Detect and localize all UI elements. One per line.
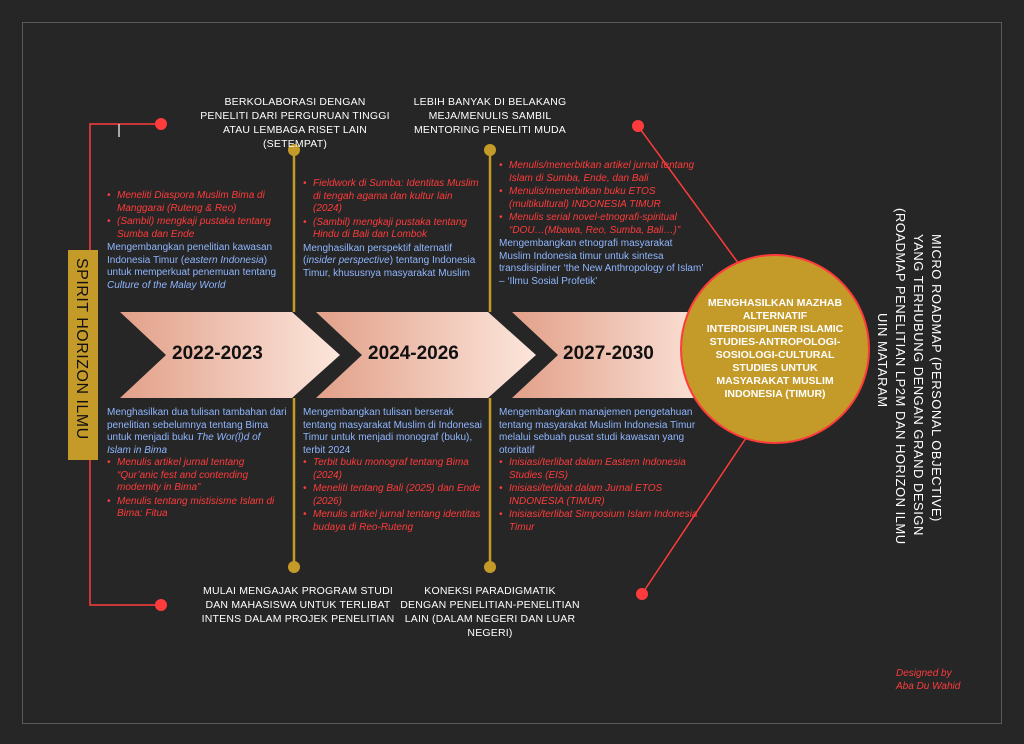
col2-bottom-bullet: • Meneliti tentang Bali (2025) dan Ende (2026) [303, 483, 483, 508]
bracket-dot-top [155, 118, 167, 130]
bracket-dot-bottom [155, 599, 167, 611]
col3-bottom-bullet: • Inisiasi/terlibat dalam Eastern Indonesia Studies (EIS) [499, 457, 704, 482]
goal-text: MENGHASILKAN MAZHAB ALTERNATIF INTERDISIPLINER ISLAMIC STUDIES-ANTROPOLOGI-SOSIOLOGI-CULTURAL STUDIES UNTUK MASYARAKAT MUSLIM INDONESIA (TIMUR) [706, 297, 844, 400]
col2-bottom-bullet: • Terbit buku monograf tentang Bima (2024) [303, 457, 483, 482]
col3-top-bullet: • Menulis serial novel-etnografi-spiritual “DOU…(Mbawa, Reo, Sumba, Bali…)” [499, 212, 704, 237]
col1-top-bullet: • Meneliti Diaspora Muslim Bima di Manggarai (Ruteng & Reo) [107, 190, 285, 215]
designer-credit [896, 667, 960, 693]
vertical-title-line-2: YANG TERHUBUNG DENGAN GRAND DESIGN [911, 234, 926, 536]
col3-top-bullet: • Menulis/menerbitkan artikel jurnal tentang Islam di Sumba, Ende, dan Bali [499, 160, 704, 185]
col3-bottom-bullet: • Inisiasi/terlibat dalam Jurnal ETOS INDONESIA (TIMUR) [499, 483, 704, 508]
col1-top-bullet: • (Sambil) mengkaji pustaka tentang Sumba dan Ende [107, 216, 285, 241]
col3-bottom-bullet: • Inisiasi/terlibat Simposium Islam Indonesia Timur [499, 509, 704, 534]
col1-top-block [107, 190, 285, 292]
caption-top-2: LEBIH BANYAK DI BELAKANG MEJA/MENULIS SAMBIL MENTORING PENELITI MUDA [413, 96, 567, 136]
col2-top-summary: Menghasilkan perspektif alternatif (insider perspective) tentang Indonesia Timur, khususnya masyarakat Muslim [303, 242, 476, 279]
col2-bottom-bullet: • Menulis artikel jurnal tentang identitas budaya di Reo-Ruteng [303, 509, 483, 534]
caption-top-1: BERKOLABORASI DENGAN PENELITI DARI PERGURUAN TINGGI ATAU LEMBAGA RISET LAIN (SETEMPAT) [200, 96, 390, 150]
designed-by-label: Designed by [896, 668, 952, 679]
col2-bottom-summary: Mengembangkan tulisan berserak tentang masyarakat Muslim di Indonesai Timur untuk menjadi monograf (buku), terbit 2024 [303, 407, 482, 456]
goal-circle [680, 254, 870, 444]
vertical-title-line-3: (ROADMAP PENELITIAN LP2M DAN HORIZON ILMU [893, 208, 908, 545]
year-label-2027-2030: 2027-2030 [563, 343, 654, 364]
col3-top-bullet: • Menulis/menerbitkan buku ETOS (multikultural) INDONESIA TIMUR [499, 186, 704, 211]
col2-top-bullet: • Fieldwork di Sumba: Identitas Muslim di tengah agama dan kultur lain (2024) [303, 178, 481, 216]
col3-bottom-summary: Mengembangkan manajemen pengetahuan tentang masyarakat Muslim Indonesia Timur melalui sebuah pusat studi kawasan yang otoritatif [499, 407, 696, 456]
designer-name: Aba Du Wahid [896, 681, 961, 692]
col1-bottom-summary: Menghasilkan dua tulisan tambahan dari penelitian sebelumnya tentang Bima untuk menjadi buku The Wor(l)d of Islam in Bima [107, 407, 287, 456]
col3-top-summary: Mengembangkan etnografi masyarakat Muslim Indonesia timur untuk sintesa transdisipliner ‘the New Anthropology of Islam’ – ‘Ilmu Sosial Profetik’ [499, 238, 704, 287]
pin-bottom-1 [288, 561, 300, 573]
vertical-title-line-4: UIN MATARAM [875, 313, 890, 408]
year-label-2024-2026: 2024-2026 [368, 343, 459, 364]
caption-bottom-2: KONEKSI PARADIGMATIK DENGAN PENELITIAN-PENELITIAN LAIN (DALAM NEGERI DAN LUAR NEGERI) [400, 585, 580, 639]
converge-dot-top [632, 120, 644, 132]
year-label-2022-2023: 2022-2023 [172, 343, 263, 364]
col2-bottom-block [303, 407, 483, 535]
spirit-label: SPIRIT HORIZON ILMU [73, 258, 90, 440]
col1-bottom-block [107, 407, 287, 522]
spirit-label-box [68, 250, 98, 460]
col2-top-bullet: • (Sambil) mengkaji pustaka tentang Hindu di Bali dan Lombok [303, 217, 481, 242]
col1-bottom-bullet: • Menulis tentang mistisisme Islam di Bima: Fitua [107, 496, 287, 521]
converge-dot-bottom [636, 588, 648, 600]
col3-bottom-block [499, 407, 704, 535]
vertical-title-line-1: MICRO ROADMAP (PERSONAL OBJECTIVE) [929, 234, 944, 522]
col1-top-summary: Mengembangkan penelitian kawasan Indonesia Timur (eastern Indonesia) untuk memperkuat penemuan tentang Culture of the Malay World [107, 242, 276, 291]
col3-top-block [499, 160, 704, 288]
pin-bottom-2 [484, 561, 496, 573]
col1-bottom-bullet: • Menulis artikel jurnal tentang “Qur’anic fest and contending modernity in Bima” [107, 457, 287, 495]
caption-bottom-1: MULAI MENGAJAK PROGRAM STUDI DAN MAHASISWA UNTUK TERLIBAT INTENS DALAM PROJEK PENELITIAN [201, 585, 395, 625]
col2-top-block [303, 178, 481, 280]
pin-top-2 [484, 144, 496, 156]
